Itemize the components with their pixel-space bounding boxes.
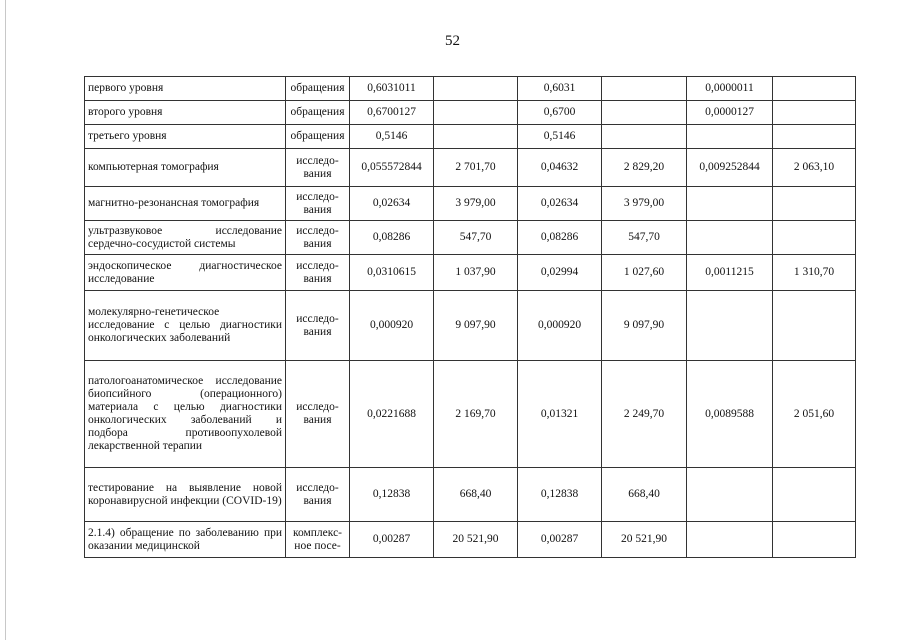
cell-value: 0,0000011 <box>687 77 773 101</box>
cell-value: 1 037,90 <box>434 255 518 291</box>
row-name: третьего уровня <box>85 125 286 149</box>
cell-value <box>773 291 856 361</box>
cell-value: 20 521,90 <box>602 522 687 558</box>
row-unit: исследо-вания <box>286 468 350 522</box>
cell-value: 2 249,70 <box>602 361 687 468</box>
table-row <box>85 361 856 468</box>
cell-value <box>687 221 773 255</box>
cell-value <box>687 468 773 522</box>
tariff-table <box>84 76 856 558</box>
row-unit: исследо-вания <box>286 361 350 468</box>
cell-value <box>773 77 856 101</box>
cell-value <box>687 522 773 558</box>
cell-value: 0,08286 <box>350 221 434 255</box>
row-unit: обращения <box>286 101 350 125</box>
table-row <box>85 101 856 125</box>
cell-value: 0,000920 <box>350 291 434 361</box>
cell-value: 3 979,00 <box>434 187 518 221</box>
row-name: 2.1.4) обращение по заболеванию при оказании медицинской <box>85 522 286 558</box>
cell-value: 0,00287 <box>350 522 434 558</box>
row-unit: обращения <box>286 77 350 101</box>
cell-value: 0,6700 <box>518 101 602 125</box>
cell-value: 0,055572844 <box>350 149 434 187</box>
row-unit: комплекс-ное посе- <box>286 522 350 558</box>
cell-value: 547,70 <box>602 221 687 255</box>
cell-value: 2 829,20 <box>602 149 687 187</box>
table-row <box>85 522 856 558</box>
cell-value: 668,40 <box>602 468 687 522</box>
tariff-table-body <box>85 77 856 558</box>
row-name: второго уровня <box>85 101 286 125</box>
cell-value: 0,000920 <box>518 291 602 361</box>
row-name: молекулярно-генетическое исследование с целью диагностики онкологических заболеваний <box>85 291 286 361</box>
table-row <box>85 125 856 149</box>
cell-value: 0,6700127 <box>350 101 434 125</box>
cell-value: 9 097,90 <box>434 291 518 361</box>
cell-value: 0,12838 <box>350 468 434 522</box>
row-unit: исследо-вания <box>286 187 350 221</box>
table-row <box>85 187 856 221</box>
row-unit: исследо-вания <box>286 149 350 187</box>
cell-value <box>773 101 856 125</box>
row-name: тестирование на выявление новой коронавирусной инфекции (COVID-19) <box>85 468 286 522</box>
cell-value: 2 169,70 <box>434 361 518 468</box>
cell-value: 0,0221688 <box>350 361 434 468</box>
row-unit: исследо-вания <box>286 291 350 361</box>
cell-value: 0,02994 <box>518 255 602 291</box>
cell-value: 3 979,00 <box>602 187 687 221</box>
cell-value: 0,00287 <box>518 522 602 558</box>
cell-value: 0,6031011 <box>350 77 434 101</box>
cell-value: 0,6031 <box>518 77 602 101</box>
cell-value: 0,5146 <box>350 125 434 149</box>
cell-value: 1 027,60 <box>602 255 687 291</box>
cell-value: 0,0310615 <box>350 255 434 291</box>
cell-value: 0,0089588 <box>687 361 773 468</box>
cell-value: 0,009252844 <box>687 149 773 187</box>
cell-value <box>434 125 518 149</box>
table-row <box>85 468 856 522</box>
cell-value <box>773 187 856 221</box>
row-name: магнитно-резонансная томография <box>85 187 286 221</box>
page-edge-line <box>5 0 6 640</box>
cell-value: 1 310,70 <box>773 255 856 291</box>
cell-value <box>687 291 773 361</box>
cell-value: 0,04632 <box>518 149 602 187</box>
cell-value: 0,02634 <box>350 187 434 221</box>
cell-value <box>773 522 856 558</box>
cell-value: 2 701,70 <box>434 149 518 187</box>
cell-value: 668,40 <box>434 468 518 522</box>
row-name: ультразвуковое исследование сердечно-сосудистой системы <box>85 221 286 255</box>
row-name: компьютерная томография <box>85 149 286 187</box>
row-unit: обращения <box>286 125 350 149</box>
table-row <box>85 149 856 187</box>
table-row <box>85 255 856 291</box>
cell-value: 0,02634 <box>518 187 602 221</box>
cell-value <box>773 468 856 522</box>
cell-value: 0,5146 <box>518 125 602 149</box>
cell-value: 0,08286 <box>518 221 602 255</box>
cell-value <box>687 125 773 149</box>
page-number: 52 <box>445 33 460 49</box>
row-name: первого уровня <box>85 77 286 101</box>
cell-value: 547,70 <box>434 221 518 255</box>
table-row <box>85 77 856 101</box>
cell-value <box>602 101 687 125</box>
cell-value <box>602 77 687 101</box>
cell-value <box>602 125 687 149</box>
cell-value <box>434 101 518 125</box>
cell-value: 2 051,60 <box>773 361 856 468</box>
cell-value <box>773 125 856 149</box>
cell-value: 0,0011215 <box>687 255 773 291</box>
cell-value: 20 521,90 <box>434 522 518 558</box>
row-unit: исследо-вания <box>286 255 350 291</box>
row-unit: исследо-вания <box>286 221 350 255</box>
cell-value: 0,12838 <box>518 468 602 522</box>
cell-value: 9 097,90 <box>602 291 687 361</box>
cell-value <box>773 221 856 255</box>
cell-value <box>434 77 518 101</box>
row-name: патологоанатомическое исследование биопсийного (операционного) материала с целью диагностики онкологических заболеваний и подбора противоопухолевой лекарственной терапии <box>85 361 286 468</box>
cell-value: 2 063,10 <box>773 149 856 187</box>
cell-value: 0,01321 <box>518 361 602 468</box>
table-row <box>85 291 856 361</box>
row-name: эндоскопическое диагностическое исследование <box>85 255 286 291</box>
table-row <box>85 221 856 255</box>
cell-value <box>687 187 773 221</box>
cell-value: 0,0000127 <box>687 101 773 125</box>
